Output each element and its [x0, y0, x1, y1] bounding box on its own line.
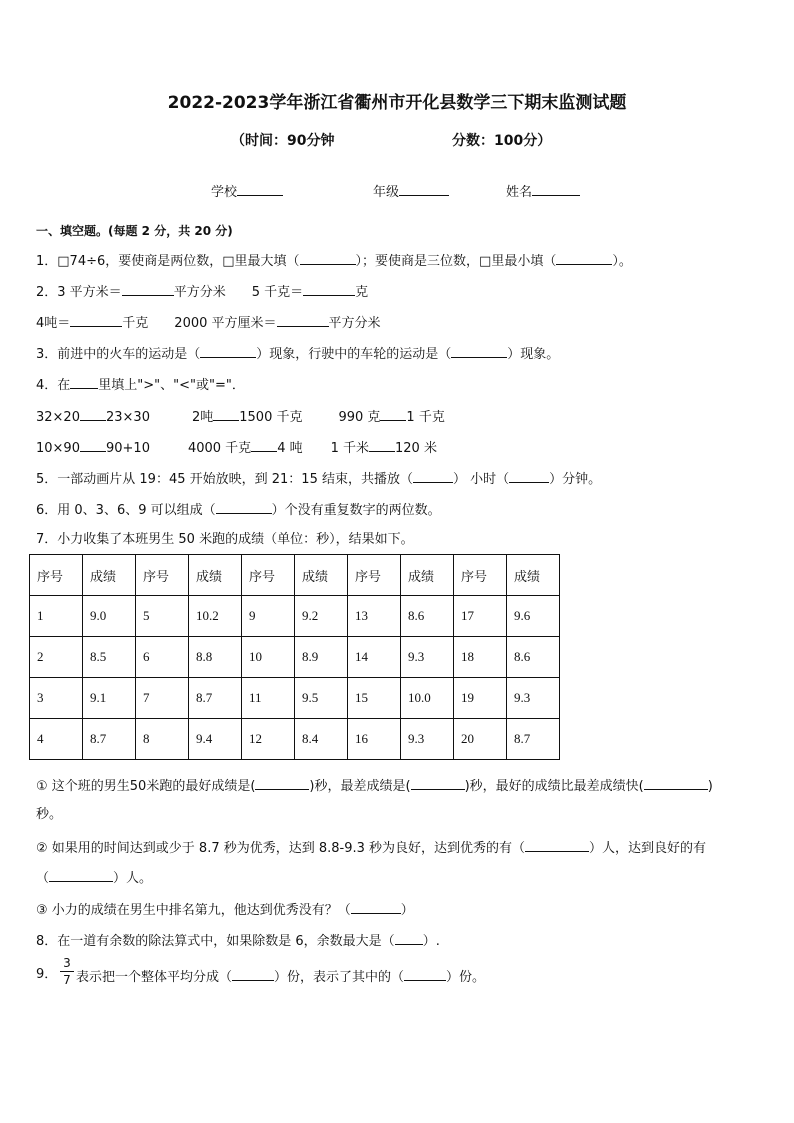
q7-s1-blank-1[interactable] [255, 775, 309, 790]
table-header-cell: 序号 [348, 555, 401, 596]
q4-r1-c2-blank[interactable] [213, 406, 239, 421]
table-cell: 9.6 [507, 596, 560, 637]
page-title: 2022-2023学年浙江省衢州市开化县数学三下期末监测试题 [167, 93, 627, 113]
q5-blank-2[interactable] [509, 468, 549, 483]
q9-blank-2[interactable] [404, 966, 446, 981]
table-cell: 9.0 [83, 596, 136, 637]
q8-blank[interactable] [395, 930, 423, 945]
table-header-cell: 成绩 [295, 555, 348, 596]
fraction-3-7 [60, 956, 74, 987]
q7-s1-text-b: )秒，最差成绩是( [309, 779, 411, 794]
q4-blank-sample [70, 374, 98, 389]
q4-r2-c3-blank[interactable] [369, 437, 395, 452]
exam-time: （时间：90分钟 [231, 133, 335, 149]
table-cell: 6 [136, 637, 189, 678]
table-cell: 9.2 [295, 596, 348, 637]
grade-label: 年级 [373, 185, 400, 200]
q7-s3-text-b: ） [400, 903, 414, 918]
school-field[interactable] [211, 181, 283, 200]
table-cell: 8.9 [295, 637, 348, 678]
q2-text-d2: 平方分米 [328, 316, 381, 331]
table-cell: 4 [30, 719, 83, 760]
q7-s2-text-c: （ [36, 871, 50, 886]
q1-text-a: 1．□74÷6，要使商是两位数，□里最大填（ [36, 254, 300, 269]
section-heading: 一、填空题。(每题 2 分，共 20 分) [36, 224, 233, 238]
table-header-cell: 成绩 [189, 555, 242, 596]
q4-r2-c3-right: 120 米 [395, 441, 437, 456]
table-cell: 8 [136, 719, 189, 760]
question-4-row-1 [36, 406, 445, 427]
q7-s3-blank[interactable] [351, 899, 401, 914]
q2-text-a2: 平方分米 [173, 285, 226, 300]
name-field[interactable] [506, 181, 580, 200]
table-header-cell: 序号 [454, 555, 507, 596]
table-cell: 17 [454, 596, 507, 637]
q2-text-b1: 5 千克＝ [251, 285, 304, 300]
q2-text-c1: 4吨＝ [36, 316, 71, 331]
exam-score: 分数：100分） [452, 133, 552, 149]
question-7-part-1-unit: 秒。 [36, 807, 63, 822]
q7-s1-blank-3[interactable] [644, 775, 708, 790]
q1-blank-2[interactable] [556, 250, 612, 265]
table-row [30, 719, 560, 760]
table-cell: 9.3 [401, 637, 454, 678]
q1-blank-1[interactable] [300, 250, 356, 265]
q5-text-b: ） 小时（ [452, 472, 510, 487]
q2-blank-1[interactable] [122, 281, 174, 296]
table-header-cell: 序号 [30, 555, 83, 596]
table-cell: 8.8 [189, 637, 242, 678]
q7-s1-blank-2[interactable] [411, 775, 465, 790]
question-4 [36, 374, 245, 395]
table-cell: 11 [242, 678, 295, 719]
table-cell: 1 [30, 596, 83, 637]
q2-blank-2[interactable] [303, 281, 355, 296]
q9-text-c: ）份。 [446, 970, 486, 985]
table-cell: 13 [348, 596, 401, 637]
q4-r1-c1-right: 23×30 [105, 410, 150, 425]
table-cell: 8.7 [83, 719, 136, 760]
name-blank[interactable] [532, 181, 580, 196]
q3-blank-2[interactable] [451, 343, 507, 358]
q4-r1-c2-left: 2吨 [191, 410, 214, 425]
table-header-cell: 成绩 [401, 555, 454, 596]
grade-blank[interactable] [399, 181, 449, 196]
table-row [30, 596, 560, 637]
table-cell: 7 [136, 678, 189, 719]
q7-s3-text-a: ③ 小力的成绩在男生中排名第九，他达到优秀没有？（ [36, 903, 351, 918]
question-3 [36, 343, 559, 364]
table-header-cell: 序号 [136, 555, 189, 596]
q4-r1-c2-right: 1500 千克 [239, 410, 303, 425]
table-cell: 8.4 [295, 719, 348, 760]
grade-field[interactable] [373, 181, 449, 200]
question-7-part-2-cont [36, 867, 152, 888]
table-cell: 12 [242, 719, 295, 760]
scores-table [29, 554, 560, 760]
question-9 [76, 966, 485, 987]
table-cell: 9.3 [507, 678, 560, 719]
table-cell: 10.2 [189, 596, 242, 637]
q4-r1-c1-left: 32×20 [36, 410, 80, 425]
q4-r2-c1-left: 10×90 [36, 441, 80, 456]
q4-r2-c1-blank[interactable] [80, 437, 106, 452]
q4-r1-c1-blank[interactable] [80, 406, 106, 421]
q3-text-a: 3．前进中的火车的运动是（ [36, 347, 201, 362]
q4-r2-c2-blank[interactable] [251, 437, 277, 452]
question-9-number: 9． [36, 967, 58, 982]
question-7-part-3 [36, 899, 414, 920]
q7-s2-text-a: ② 如果用的时间达到或少于 8.7 秒为优秀，达到 8.8-9.3 秒为良好，达到优秀的有（ [36, 841, 526, 856]
school-blank[interactable] [237, 181, 283, 196]
q2-text-b2: 克 [355, 285, 369, 300]
q5-text-c: ）分钟。 [549, 472, 602, 487]
table-row [30, 637, 560, 678]
table-cell: 8.7 [189, 678, 242, 719]
q4-text-b: 里填上">"、"<"或"="． [98, 378, 245, 393]
question-4-row-2 [36, 437, 437, 458]
q8-text-a: 8．在一道有余数的除法算式中，如果除数是 6，余数最大是（ [36, 934, 395, 949]
question-1 [36, 250, 632, 271]
q7-s2-blank-2[interactable] [49, 867, 113, 882]
table-cell: 16 [348, 719, 401, 760]
q1-text-b: ）；要使商是三位数，□里最小填（ [355, 254, 557, 269]
q4-r2-c2-right: 4 吨 [277, 441, 303, 456]
q9-text-b: ）份，表示了其中的（ [274, 970, 405, 985]
q7-s2-blank-1[interactable] [525, 837, 589, 852]
q7-s2-text-b: ）人，达到良好的有 [589, 841, 707, 856]
fraction-denominator: 7 [63, 973, 71, 987]
question-8 [36, 930, 440, 951]
question-6 [36, 499, 441, 520]
table-cell: 9 [242, 596, 295, 637]
question-7-intro: 7．小力收集了本班男生 50 米跑的成绩（单位：秒），结果如下。 [36, 532, 414, 547]
table-cell: 19 [454, 678, 507, 719]
q7-s2-text-d: ）人。 [113, 871, 153, 886]
table-cell: 8.6 [507, 637, 560, 678]
table-cell: 14 [348, 637, 401, 678]
q3-blank-1[interactable] [200, 343, 256, 358]
q6-blank[interactable] [216, 499, 272, 514]
q6-text-a: 6．用 0、3、6、9 可以组成（ [36, 503, 216, 518]
q2-blank-3[interactable] [70, 312, 122, 327]
name-label: 姓名 [506, 185, 533, 200]
q9-blank-1[interactable] [232, 966, 274, 981]
q2-text-a1: 2．3 平方米＝ [36, 285, 122, 300]
table-header-cell: 成绩 [507, 555, 560, 596]
q4-text-a: 4．在 [36, 378, 71, 393]
q4-r1-c3-right: 1 千克 [406, 410, 445, 425]
table-cell: 8.7 [507, 719, 560, 760]
q1-text-c: ）。 [612, 254, 632, 269]
table-header-cell: 序号 [242, 555, 295, 596]
q3-text-b: ）现象，行驶中的车轮的运动是（ [256, 347, 452, 362]
table-cell: 18 [454, 637, 507, 678]
table-cell: 5 [136, 596, 189, 637]
table-cell: 9.3 [401, 719, 454, 760]
table-header-cell: 成绩 [83, 555, 136, 596]
table-cell: 15 [348, 678, 401, 719]
table-cell: 9.4 [189, 719, 242, 760]
q2-blank-4[interactable] [277, 312, 329, 327]
q3-text-c: ）现象。 [507, 347, 560, 362]
table-cell: 9.5 [295, 678, 348, 719]
q7-s1-text-a: ① 这个班的男生50米跑的最好成绩是( [36, 779, 256, 794]
table-cell: 20 [454, 719, 507, 760]
q9-text-a: 表示把一个整体平均分成（ [76, 970, 233, 985]
q2-text-c2: 千克 [122, 316, 149, 331]
question-5 [36, 468, 601, 489]
q5-blank-1[interactable] [413, 468, 453, 483]
table-cell: 9.1 [83, 678, 136, 719]
q7-s1-text-c: )秒，最好的成绩比最差成绩快( [464, 779, 644, 794]
question-7-part-2 [36, 837, 706, 858]
q4-r1-c3-blank[interactable] [380, 406, 406, 421]
question-2-line-2 [36, 312, 381, 333]
q4-r2-c3-left: 1 千米 [330, 441, 369, 456]
fraction-numerator: 3 [63, 956, 71, 970]
q8-text-b: ）. [422, 934, 440, 949]
table-cell: 2 [30, 637, 83, 678]
table-cell: 3 [30, 678, 83, 719]
q4-r2-c1-right: 90+10 [105, 441, 150, 456]
q7-s1-text-d: ) [707, 779, 713, 794]
table-header-row [30, 555, 560, 596]
fraction-bar [60, 971, 74, 972]
table-cell: 8.5 [83, 637, 136, 678]
table-cell: 10.0 [401, 678, 454, 719]
q6-text-b: ）个没有重复数字的两位数。 [271, 503, 441, 518]
q5-text-a: 5．一部动画片从 19：45 开始放映，到 21：15 结束，共播放（ [36, 472, 413, 487]
question-7-part-1 [36, 775, 713, 796]
table-cell: 8.6 [401, 596, 454, 637]
question-2-line-1 [36, 281, 368, 302]
table-cell: 10 [242, 637, 295, 678]
school-label: 学校 [211, 185, 238, 200]
q4-r2-c2-left: 4000 千克 [187, 441, 252, 456]
q2-text-d1: 2000 平方厘米＝ [174, 316, 277, 331]
table-row [30, 678, 560, 719]
q4-r1-c3-left: 990 克 [338, 410, 381, 425]
